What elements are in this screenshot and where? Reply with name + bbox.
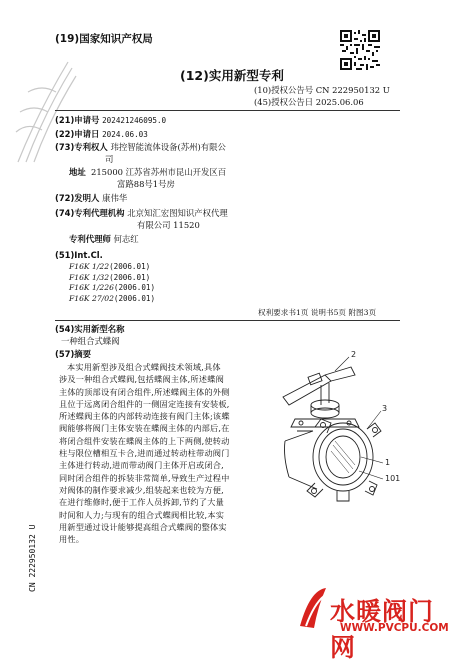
abstract-line: 本实用新型涉及组合式蝶阀技术领域,具体 [67, 362, 221, 372]
abstract-line: 用性。 [59, 534, 85, 545]
abstract-line: 阀能够将阀门主体安装在蝶阀主体的内部后,在 [59, 423, 230, 434]
pub-date-label: (45)授权公告日 [254, 97, 314, 107]
app-number-line [55, 115, 166, 126]
agent-label: 专利代理师 [69, 234, 111, 244]
abstract-line: 所述蝶阀主体的内部转动连接有阀门主体;该蝶 [59, 411, 230, 422]
pub-date-line [254, 97, 364, 108]
ipc-item: F16K 1/22(2006.01) [69, 262, 151, 271]
ipc-label: (51)Int.Cl. [55, 250, 103, 260]
address: 215000 江苏省苏州市昆山开发区百 [91, 167, 227, 177]
abstract-line: 在进行维修时,便于工作人员拆卸,节约了大量 [59, 497, 224, 508]
patentee-line [55, 142, 226, 153]
page-counts: 权利要求书1页 说明书5页 附图3页 [258, 308, 377, 317]
abstract-line: 主体的顶部设有闭合组件,所述蝶阀主体的外侧 [59, 386, 230, 397]
figure-label: 2 [351, 350, 357, 359]
agency-line [55, 208, 228, 219]
pub-number-line [254, 85, 390, 96]
ipc-item: F16K 1/226(2006.01) [69, 283, 156, 292]
abstract-line: 柱与限位槽相互卡合,进而通过转动柱带动阀门 [59, 448, 230, 459]
watermark-brand: 水暖阀门网 [330, 597, 435, 662]
agent-line [69, 234, 139, 245]
patentee: 玮控智能流体设备(苏州)有限公 [110, 142, 226, 152]
office-name: (19)国家知识产权局 [55, 33, 153, 45]
ipc-item: F16K 1/32(2006.01) [69, 272, 151, 282]
abstract-line: 主体进行转动,进而带动阀门主体开启或闭合, [59, 460, 224, 471]
utility-title: 一种组合式蝶阀 [61, 336, 120, 346]
abstract-line: 时间和人力;与现有的组合式蝶阀相比较,本实 [59, 509, 225, 520]
inventor-label: (72)发明人 [55, 193, 100, 203]
app-date-label: (22)申请日 [55, 129, 100, 139]
qr-code-icon [340, 30, 380, 70]
ipc-item: F16K 27/02(2006.01) [69, 293, 156, 303]
section-divider [55, 320, 400, 321]
patentee-label: (73)专利权人 [55, 142, 108, 152]
abstract-line: 且位于远离闭合组件的一侧固定连接有安装板, [59, 398, 230, 409]
abstract-line: 用新型通过设计能够提高组合式蝶阀的整体实 [59, 521, 227, 532]
agency-cont: 有限公司 11520 [137, 220, 200, 230]
agency: 北京知汇宏图知识产权代理 [127, 208, 228, 218]
abstract-line: 对阀体的制作要求减少,组装起来也较为方便, [59, 484, 224, 495]
app-number-label: (21)申请号 [55, 115, 100, 125]
address-cont: 富路88号1号房 [117, 179, 175, 189]
abstract-line: 同时闭合组件的拆装非常简单,导致生产过程中 [59, 472, 230, 483]
abstract-line: 涉及一种组合式蝶阀,包括蝶阀主体,所述蝶阀 [59, 374, 224, 385]
patent-office-emblem-icon [8, 52, 80, 172]
app-date-line [55, 129, 148, 140]
pub-date: 2025.06.06 [315, 97, 364, 107]
watermark-url: WWW.PVCPU.COM [340, 622, 449, 634]
patentee-cont: 司 [105, 154, 114, 164]
header-divider [55, 110, 400, 111]
document-type: (12)实用新型专利 [180, 68, 284, 83]
figure-label: 1 [385, 458, 391, 467]
abstract-label: (57)摘要 [55, 349, 92, 359]
figure-label: 101 [385, 474, 401, 483]
app-date: 2024.06.03 [102, 130, 148, 139]
agent: 何志红 [113, 234, 139, 244]
utility-title-label: (54)实用新型名称 [55, 324, 125, 334]
butterfly-valve-figure [255, 345, 405, 515]
address-label: 地址 [69, 167, 86, 177]
agency-label: (74)专利代理机构 [55, 208, 125, 218]
valve-logo-icon [296, 586, 330, 630]
inventor-line [55, 193, 127, 204]
ipc-list [69, 262, 155, 304]
valve-handle [283, 375, 331, 405]
pub-number-label: (10)授权公告号 CN [254, 85, 330, 95]
abstract-line: 将闭合组件安装在蝶阀主体的上下两侧,使转动 [59, 435, 230, 446]
abstract-body [59, 361, 230, 545]
app-number: 202421246095.0 [102, 116, 167, 125]
inventor: 康伟华 [102, 193, 128, 203]
figure-label: 3 [382, 404, 388, 413]
pub-number: 222950132 U [332, 85, 390, 95]
side-patent-code: CN 222950132 U [28, 524, 37, 592]
